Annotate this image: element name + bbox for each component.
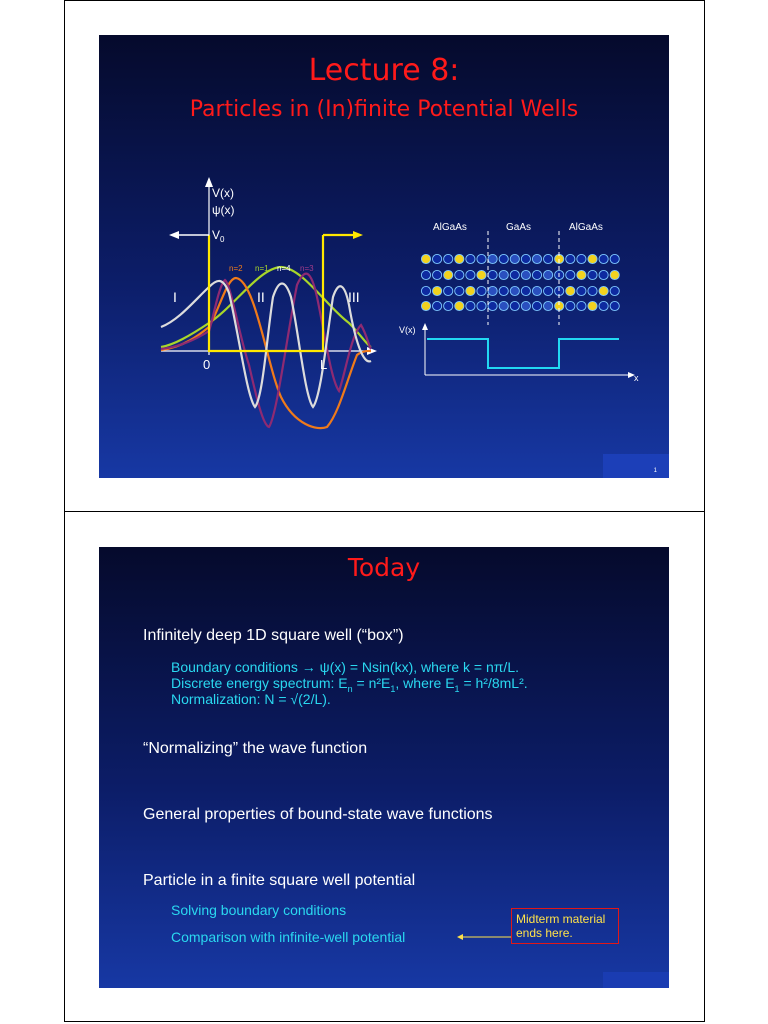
lattice-atom <box>544 270 553 279</box>
left-arrow-icon <box>169 231 179 239</box>
lattice-atom <box>444 286 453 295</box>
lattice-atom <box>544 254 553 263</box>
label-n3: n=3 <box>300 264 314 273</box>
lattice-atom <box>488 270 497 279</box>
label-n4: n=4 <box>277 264 291 273</box>
lattice-atom <box>510 286 519 295</box>
atom-lattice <box>421 254 619 310</box>
slide-subtitle: Particles in (In)finite Potential Wells <box>189 97 579 122</box>
bullet-normalizing: “Normalizing” the wave function <box>143 740 368 757</box>
lattice-atom <box>599 254 608 263</box>
page-number: 1 <box>653 468 657 474</box>
lattice-atom <box>488 301 497 310</box>
note-arrow-head-icon <box>457 934 463 940</box>
bullet-bound-state: General properties of bound-state wave functions <box>143 806 493 823</box>
lattice-atom <box>499 301 508 310</box>
lattice-atom <box>444 270 453 279</box>
sub-normalization: Normalization: N = √(2/L). <box>171 691 331 707</box>
lattice-atom <box>510 270 519 279</box>
lattice-atom <box>532 254 541 263</box>
lattice-atom <box>521 270 530 279</box>
lattice-atom <box>510 254 519 263</box>
lattice-atom <box>532 301 541 310</box>
slide-title-today: Today <box>347 553 421 582</box>
lattice-atom <box>433 301 442 310</box>
slide-2 <box>99 547 669 988</box>
sub-energy-spectrum: Discrete energy spectrum: $E_n = n^2E_1$, where $E_1 = h^2/8mL^2$. <box>171 675 528 694</box>
sub-boundary-conditions: Boundary conditions → ψ(x) = Nsin(kx), where k = nπ/L. <box>171 659 519 675</box>
v-axis-arrow-icon <box>422 323 428 330</box>
axis-L: L <box>320 357 328 372</box>
lattice-atom <box>577 254 586 263</box>
slide-1-figures <box>99 35 669 478</box>
bullet-finite-well: Particle in a finite square well potential <box>143 872 416 889</box>
lattice-atom <box>577 270 586 279</box>
lattice-atom <box>466 270 475 279</box>
slide-1 <box>99 35 669 478</box>
lattice-atom <box>444 301 453 310</box>
lattice-atom <box>599 301 608 310</box>
slide-title: Lecture 8: <box>308 53 460 88</box>
lattice-atom <box>610 286 619 295</box>
lattice-atom <box>599 270 608 279</box>
lattice-atom <box>433 270 442 279</box>
wave-n1 <box>161 267 371 347</box>
lattice-atom <box>610 270 619 279</box>
lattice-atom <box>455 286 464 295</box>
right-arrow-icon <box>353 231 363 239</box>
lattice-atom <box>421 254 430 263</box>
axis-zero: 0 <box>203 357 211 372</box>
lattice-atom <box>521 301 530 310</box>
sub-comparison: Comparison with infinite-well potential <box>171 929 406 945</box>
slide-corner-accent <box>603 972 669 988</box>
lattice-atom <box>532 270 541 279</box>
region-II: II <box>257 289 265 305</box>
v0-label: $V_0$ <box>212 228 225 244</box>
lattice-atom <box>488 286 497 295</box>
lattice-atom <box>521 254 530 263</box>
lattice-atom <box>610 254 619 263</box>
lattice-atom <box>455 254 464 263</box>
lattice-atom <box>444 254 453 263</box>
lattice-atom <box>588 301 597 310</box>
lattice-atom <box>566 270 575 279</box>
page-divider <box>64 511 705 512</box>
lattice-atom <box>477 286 486 295</box>
heterostructure-figure <box>399 222 639 383</box>
lattice-atom <box>477 270 486 279</box>
lattice-atom <box>466 254 475 263</box>
slide-corner-accent <box>603 454 669 478</box>
lattice-atom <box>499 254 508 263</box>
sub-solving-boundary: Solving boundary conditions <box>171 902 347 918</box>
lattice-atom <box>599 286 608 295</box>
material-left: AlGaAs <box>433 222 467 233</box>
psi-label: ψ(x) <box>212 203 235 217</box>
lattice-atom <box>521 286 530 295</box>
midterm-note: Midterm material ends here. <box>511 908 619 944</box>
bullet-infinite-well: Infinitely deep 1D square well (“box”) <box>143 627 404 644</box>
well-figure <box>161 177 377 428</box>
lattice-atom <box>466 301 475 310</box>
v-label-right: V(x) <box>399 325 416 335</box>
potential-well <box>209 235 323 351</box>
lattice-atom <box>499 270 508 279</box>
lattice-atom <box>588 254 597 263</box>
region-I: I <box>173 289 177 305</box>
lattice-atom <box>466 286 475 295</box>
lattice-atom <box>610 301 619 310</box>
material-right: AlGaAs <box>569 222 603 233</box>
lattice-atom <box>566 286 575 295</box>
potential-profile <box>427 339 619 368</box>
lattice-atom <box>544 286 553 295</box>
lattice-atom <box>532 286 541 295</box>
lattice-atom <box>588 286 597 295</box>
label-n2: n=2 <box>229 264 243 273</box>
v-label: V(x) <box>212 186 234 200</box>
lattice-atom <box>566 301 575 310</box>
material-center: GaAs <box>506 222 532 233</box>
lattice-atom <box>566 254 575 263</box>
lattice-atom <box>499 286 508 295</box>
lattice-atom <box>433 286 442 295</box>
lattice-atom <box>577 301 586 310</box>
lattice-atom <box>477 254 486 263</box>
lattice-atom <box>455 270 464 279</box>
lattice-atom <box>433 254 442 263</box>
region-III: III <box>348 289 360 305</box>
lattice-atom <box>577 286 586 295</box>
label-n1: n=1 <box>255 264 269 273</box>
lattice-atom <box>421 301 430 310</box>
lattice-atom <box>455 301 464 310</box>
lattice-atom <box>488 254 497 263</box>
lattice-atom <box>588 270 597 279</box>
lattice-atom <box>477 301 486 310</box>
x-label-right: x <box>634 373 639 383</box>
lattice-atom <box>421 286 430 295</box>
lattice-atom <box>544 301 553 310</box>
lattice-atom <box>510 301 519 310</box>
lattice-atom <box>421 270 430 279</box>
